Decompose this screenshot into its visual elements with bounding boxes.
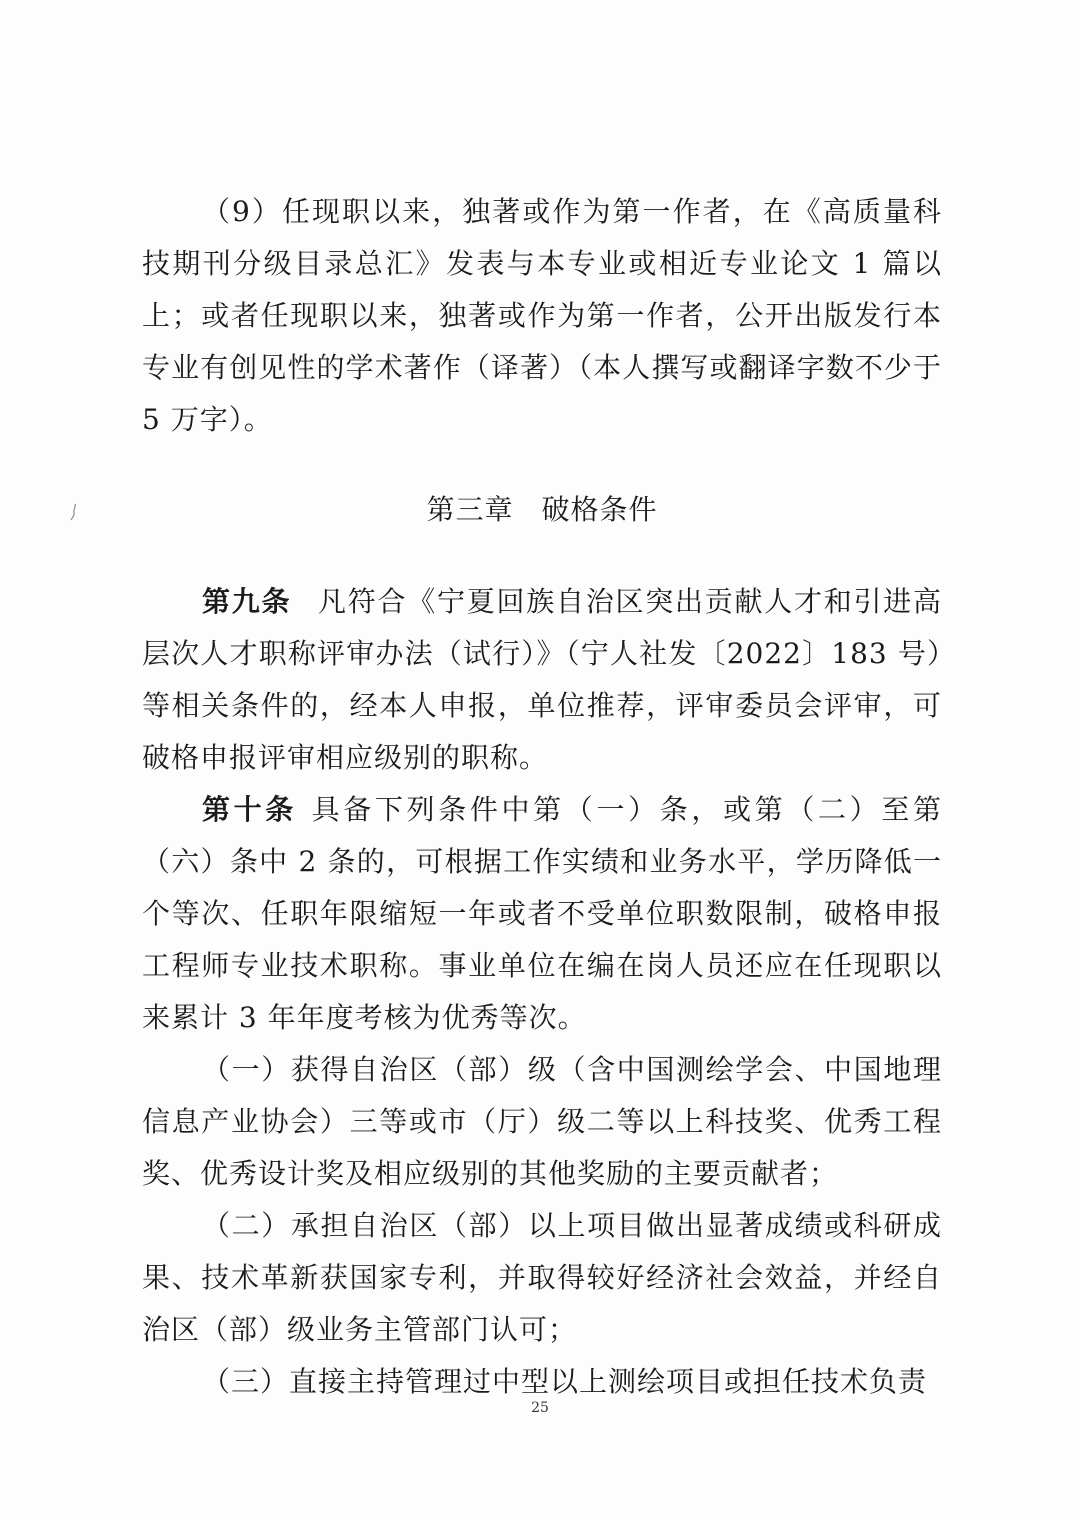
article-9-label: 第九条 xyxy=(202,585,292,618)
condition-item-3: （三）直接主持管理过中型以上测绘项目或担任技术负责 xyxy=(202,1365,928,1398)
chapter-heading xyxy=(142,490,942,530)
condition-item-2: （二）承担自治区（部）以上项目做出显著成绩或科研成果、技术革新获国家专利，并取得较好经济社会效益，并经自治区（部）级业务主管部门认可； xyxy=(142,1209,942,1346)
stray-pen-mark-icon xyxy=(70,503,78,521)
article-10-text: 具备下列条件中第（一）条，或第（二）至第（六）条中 2 条的，可根据工作实绩和业务水平，学历降低一个等次、任职年限缩短一年或者不受单位职数限制，破格申报工程师专业技术职称。事业单位在编在岗人员还应在任现职以来累计 3 年年度考核为优秀等次。 xyxy=(142,793,942,1034)
chapter-number: 第三章 xyxy=(426,493,514,526)
document-body xyxy=(142,186,942,1408)
paragraph-item-9: （9）任现职以来，独著或作为第一作者，在《高质量科技期刊分级目录总汇》发表与本专业或相近专业论文 1 篇以上；或者任现职以来，独著或作为第一作者，公开出版发行本专业有创见性的学术著作（译著）（本人撰写或翻译字数不少于 5 万字）。 xyxy=(142,195,942,436)
article-9-text: 凡符合《宁夏回族自治区突出贡献人才和引进高层次人才职称评审办法（试行）》（宁人社发〔2022〕183 号）等相关条件的，经本人申报，单位推荐，评审委员会评审，可破格申报评审相应级别的职称。 xyxy=(142,585,942,774)
article-10-label: 第十条 xyxy=(202,793,297,826)
chapter-name: 破格条件 xyxy=(541,493,658,526)
article-10 xyxy=(142,784,942,1044)
condition-item-1: （一）获得自治区（部）级（含中国测绘学会、中国地理信息产业协会）三等或市（厅）级二等以上科技奖、优秀工程奖、优秀设计奖及相应级别的其他奖励的主要贡献者； xyxy=(142,1053,942,1190)
article-9 xyxy=(142,576,942,784)
page-number: 25 xyxy=(531,1400,549,1416)
